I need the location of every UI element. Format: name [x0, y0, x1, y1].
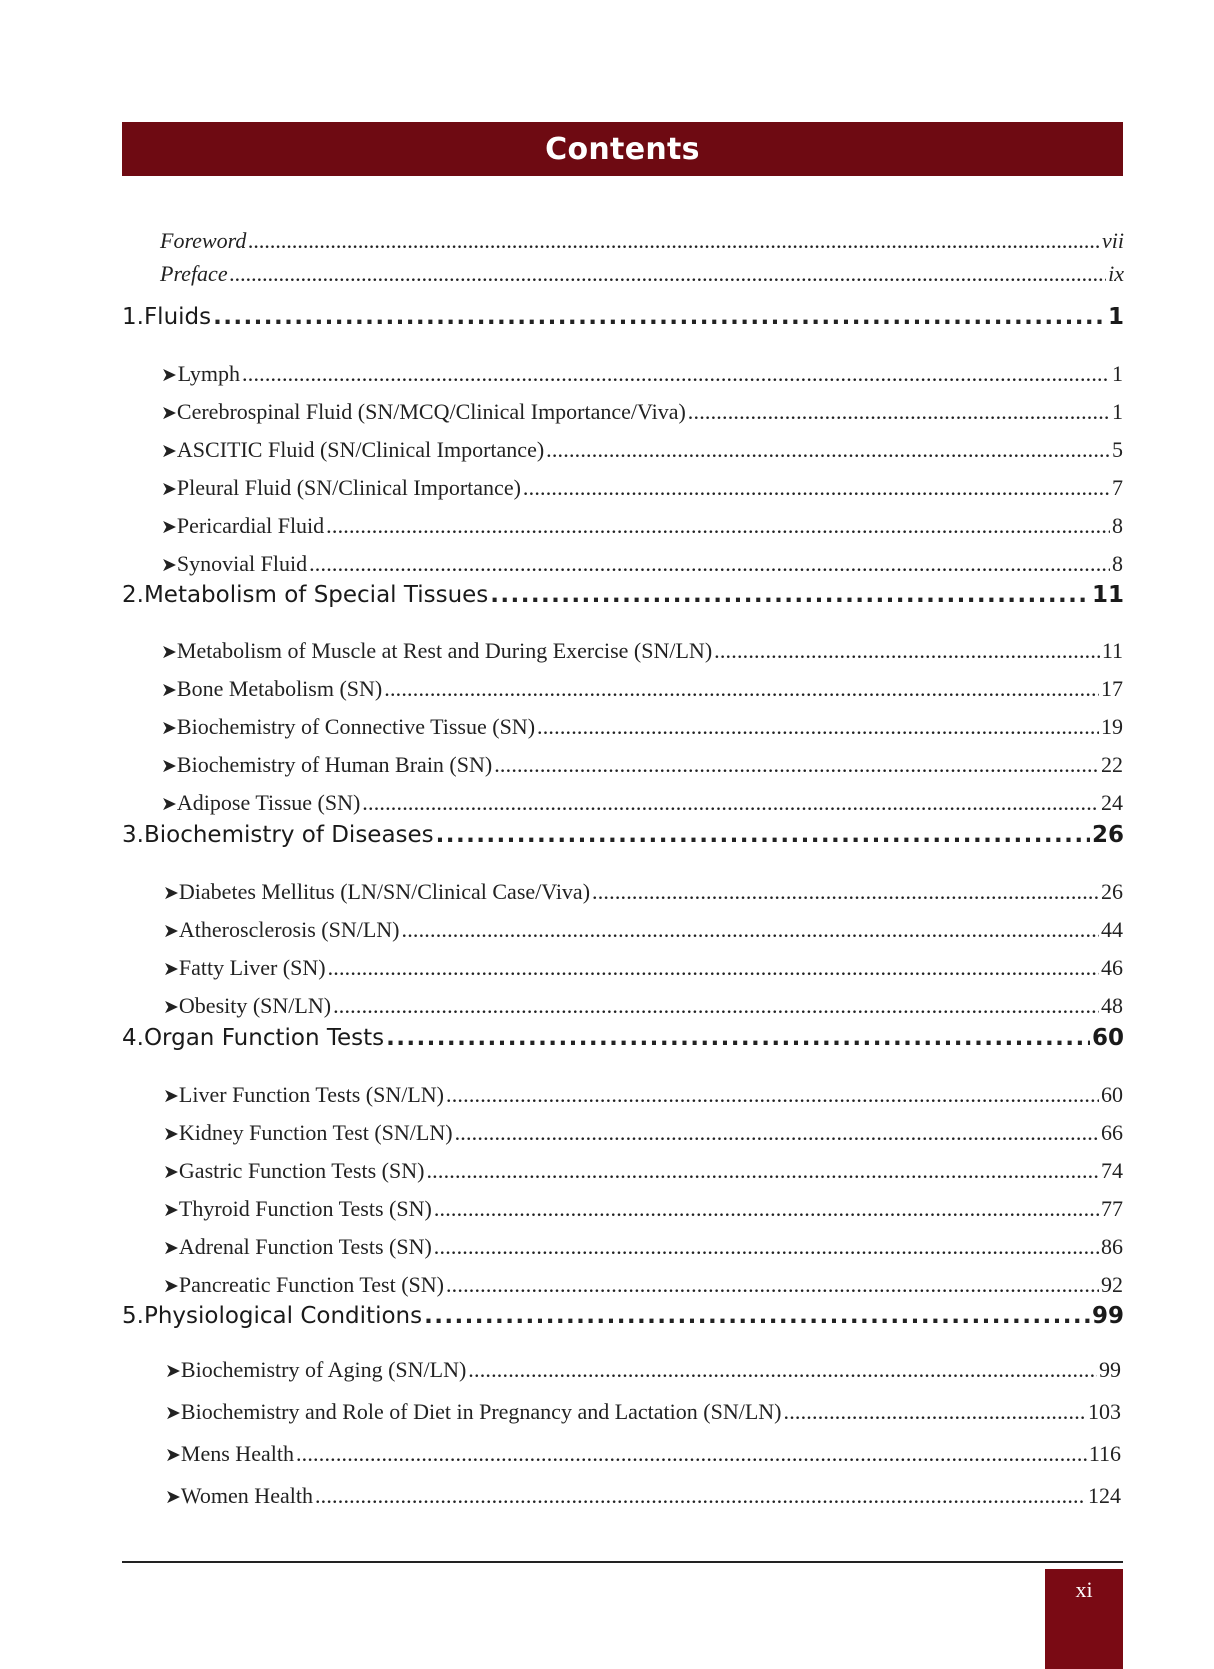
entry-page: ix	[1108, 261, 1124, 286]
arrowhead-bullet-icon: ➤	[163, 1161, 179, 1183]
toc-entry[interactable]	[161, 714, 1123, 740]
entry-title: Thyroid Function Tests (SN)	[178, 1196, 432, 1221]
dot-leader	[315, 1483, 1086, 1509]
dot-leader	[688, 399, 1110, 425]
entry-page: 124	[1088, 1483, 1121, 1508]
entry-page: 17	[1101, 676, 1123, 701]
arrowhead-bullet-icon: ➤	[161, 554, 177, 576]
entry-title: Foreword	[160, 228, 247, 253]
arrowhead-bullet-icon: ➤	[163, 1199, 179, 1221]
arrowhead-bullet-icon: ➤	[161, 641, 177, 663]
entry-title: Adrenal Function Tests (SN)	[178, 1234, 432, 1259]
entry-page: 74	[1101, 1158, 1123, 1183]
chapter-number: 3.	[122, 822, 144, 848]
dot-leader	[230, 261, 1107, 287]
entry-title: Biochemistry of Aging (SN/LN)	[180, 1357, 467, 1382]
entry-page: 66	[1101, 1120, 1123, 1145]
arrowhead-bullet-icon: ➤	[161, 364, 177, 386]
entry-title: Liver Function Tests (SN/LN)	[178, 1082, 445, 1107]
entry-title: Gastric Function Tests (SN)	[178, 1158, 425, 1183]
entry-title: Biochemistry of Human Brain (SN)	[176, 752, 493, 777]
entry-page: 5	[1112, 437, 1123, 462]
dot-leader	[446, 1082, 1099, 1108]
dot-leader	[424, 1303, 1090, 1329]
dot-leader	[248, 228, 1100, 254]
arrowhead-bullet-icon: ➤	[165, 1444, 181, 1466]
entry-page: 7	[1112, 475, 1123, 500]
entry-page: 24	[1101, 790, 1123, 815]
dot-leader	[446, 1272, 1099, 1298]
toc-entry[interactable]	[165, 1441, 1121, 1467]
dot-leader	[362, 790, 1099, 816]
toc-entry-foreword[interactable]	[160, 228, 1124, 254]
toc-entry[interactable]	[161, 475, 1123, 501]
page-number-tab	[1045, 1569, 1123, 1669]
entry-title: Atherosclerosis (SN/LN)	[178, 917, 400, 942]
chapter-number: 1.	[122, 304, 144, 330]
chapter-number: 4.	[122, 1025, 144, 1051]
entry-page: 48	[1101, 993, 1123, 1018]
dot-leader	[455, 1120, 1099, 1146]
entry-page: 8	[1112, 513, 1123, 538]
entry-title: Pleural Fluid (SN/Clinical Importance)	[176, 475, 521, 500]
arrowhead-bullet-icon: ➤	[165, 1402, 181, 1424]
entry-title: Obesity (SN/LN)	[178, 993, 332, 1018]
dot-leader	[468, 1357, 1097, 1383]
chapter-page: 11	[1091, 582, 1124, 608]
chapter-page: 1	[1107, 304, 1124, 330]
dot-leader	[537, 714, 1099, 740]
dot-leader	[309, 551, 1110, 577]
dot-leader	[523, 475, 1110, 501]
arrowhead-bullet-icon: ➤	[161, 679, 177, 701]
toc-entry[interactable]	[163, 1158, 1123, 1184]
chapter-title: Metabolism of Special Tissues	[143, 582, 489, 608]
entry-title: Diabetes Mellitus (LN/SN/Clinical Case/Viva)	[178, 879, 591, 904]
arrowhead-bullet-icon: ➤	[165, 1360, 181, 1382]
dot-leader	[333, 993, 1099, 1019]
dot-leader	[714, 638, 1100, 664]
dot-leader	[296, 1441, 1087, 1467]
arrowhead-bullet-icon: ➤	[161, 755, 177, 777]
toc-entry[interactable]	[161, 437, 1123, 463]
page-number: xi	[1075, 1577, 1093, 1602]
arrowhead-bullet-icon: ➤	[161, 478, 177, 500]
entry-page: 19	[1101, 714, 1123, 739]
arrowhead-bullet-icon: ➤	[161, 402, 177, 424]
entry-title: Lymph	[177, 361, 241, 386]
arrowhead-bullet-icon: ➤	[163, 996, 179, 1018]
dot-leader	[326, 513, 1110, 539]
entry-title: Pericardial Fluid	[176, 513, 325, 538]
arrowhead-bullet-icon: ➤	[161, 793, 177, 815]
toc-entry[interactable]	[163, 879, 1123, 905]
chapter-entry-organ-function-tests[interactable]	[122, 1025, 1124, 1051]
chapter-title: Organ Function Tests	[143, 1025, 385, 1051]
footer-divider	[122, 1561, 1123, 1563]
entry-title: Biochemistry of Connective Tissue (SN)	[176, 714, 536, 739]
toc-entry[interactable]	[163, 1196, 1123, 1222]
dot-leader	[426, 1158, 1099, 1184]
entry-page: 1	[1112, 399, 1123, 424]
entry-page: 92	[1101, 1272, 1123, 1297]
dot-leader	[434, 1234, 1099, 1260]
chapter-page: 26	[1091, 822, 1124, 848]
entry-page: vii	[1102, 228, 1124, 253]
toc-entry[interactable]	[161, 551, 1123, 577]
toc-entry[interactable]	[163, 1120, 1123, 1146]
entry-page: 26	[1101, 879, 1123, 904]
chapter-number: 2.	[122, 582, 144, 608]
chapter-entry-fluids[interactable]	[122, 304, 1124, 330]
dot-leader	[384, 676, 1099, 702]
entry-page: 86	[1101, 1234, 1123, 1259]
dot-leader	[436, 822, 1090, 848]
page-title: Contents	[545, 131, 700, 167]
arrowhead-bullet-icon: ➤	[161, 440, 177, 462]
entry-page: 11	[1101, 638, 1123, 663]
dot-leader	[402, 917, 1100, 943]
chapter-number: 5.	[122, 1303, 144, 1329]
entry-title: Pancreatic Function Test (SN)	[178, 1272, 444, 1297]
dot-leader	[494, 752, 1099, 778]
dot-leader	[434, 1196, 1099, 1222]
dot-leader	[592, 879, 1099, 905]
entry-title: Adipose Tissue (SN)	[176, 790, 361, 815]
dot-leader	[490, 582, 1090, 608]
toc-entry[interactable]	[165, 1483, 1121, 1509]
arrowhead-bullet-icon: ➤	[163, 1275, 179, 1297]
entry-page: 22	[1101, 752, 1123, 777]
toc-entry[interactable]	[163, 1272, 1123, 1298]
entry-title: Preface	[160, 261, 228, 286]
arrowhead-bullet-icon: ➤	[163, 1123, 179, 1145]
toc-entry[interactable]	[163, 1082, 1123, 1108]
arrowhead-bullet-icon: ➤	[163, 1085, 179, 1107]
dot-leader	[213, 304, 1106, 330]
entry-page: 77	[1101, 1196, 1123, 1221]
entry-title: ASCITIC Fluid (SN/Clinical Importance)	[176, 437, 545, 462]
arrowhead-bullet-icon: ➤	[161, 717, 177, 739]
entry-title: Kidney Function Test (SN/LN)	[178, 1120, 453, 1145]
arrowhead-bullet-icon: ➤	[161, 516, 177, 538]
chapter-page: 99	[1091, 1303, 1124, 1329]
dot-leader	[328, 955, 1099, 981]
entry-title: Bone Metabolism (SN)	[176, 676, 383, 701]
chapter-title: Biochemistry of Diseases	[143, 822, 434, 848]
entry-title: Mens Health	[180, 1441, 294, 1466]
arrowhead-bullet-icon: ➤	[165, 1486, 181, 1508]
arrowhead-bullet-icon: ➤	[163, 1237, 179, 1259]
toc-entry[interactable]	[161, 752, 1123, 778]
entry-title: Cerebrospinal Fluid (SN/MCQ/Clinical Importance/Viva)	[176, 399, 686, 424]
arrowhead-bullet-icon: ➤	[163, 882, 179, 904]
entry-page: 99	[1099, 1357, 1121, 1382]
dot-leader	[242, 361, 1110, 387]
entry-page: 60	[1101, 1082, 1123, 1107]
toc-entry[interactable]	[161, 361, 1123, 387]
arrowhead-bullet-icon: ➤	[163, 958, 179, 980]
toc-entry[interactable]	[163, 993, 1123, 1019]
arrowhead-bullet-icon: ➤	[163, 920, 179, 942]
toc-entry[interactable]	[161, 513, 1123, 539]
entry-title: Synovial Fluid	[176, 551, 308, 576]
dot-leader	[546, 437, 1110, 463]
entry-page: 1	[1112, 361, 1123, 386]
entry-page: 46	[1101, 955, 1123, 980]
toc-entry[interactable]	[165, 1357, 1121, 1383]
entry-title: Women Health	[180, 1483, 313, 1508]
contents-banner	[122, 122, 1123, 176]
entry-title: Metabolism of Muscle at Rest and During Exercise (SN/LN)	[176, 638, 713, 663]
chapter-entry-biochemistry-of-diseases[interactable]	[122, 822, 1124, 848]
chapter-title: Physiological Conditions	[143, 1303, 423, 1329]
toc-entry[interactable]	[163, 955, 1123, 981]
toc-entry[interactable]	[161, 676, 1123, 702]
entry-title: Fatty Liver (SN)	[178, 955, 326, 980]
toc-entry[interactable]	[161, 790, 1123, 816]
toc-entry[interactable]	[163, 1234, 1123, 1260]
dot-leader	[784, 1399, 1087, 1425]
toc-entry[interactable]	[165, 1399, 1121, 1425]
chapter-entry-physiological-conditions[interactable]	[122, 1303, 1124, 1329]
toc-entry[interactable]	[161, 638, 1123, 664]
chapter-page: 60	[1091, 1025, 1124, 1051]
toc-entry[interactable]	[163, 917, 1123, 943]
entry-title: Biochemistry and Role of Diet in Pregnancy and Lactation (SN/LN)	[180, 1399, 782, 1424]
entry-page: 44	[1101, 917, 1123, 942]
entry-page: 103	[1088, 1399, 1121, 1424]
entry-page: 8	[1112, 551, 1123, 576]
dot-leader	[386, 1025, 1090, 1051]
toc-entry-preface[interactable]	[160, 261, 1124, 287]
chapter-entry-metabolism-special-tissues[interactable]	[122, 582, 1124, 608]
chapter-title: Fluids	[143, 304, 212, 330]
toc-entry[interactable]	[161, 399, 1123, 425]
entry-page: 116	[1088, 1441, 1121, 1466]
